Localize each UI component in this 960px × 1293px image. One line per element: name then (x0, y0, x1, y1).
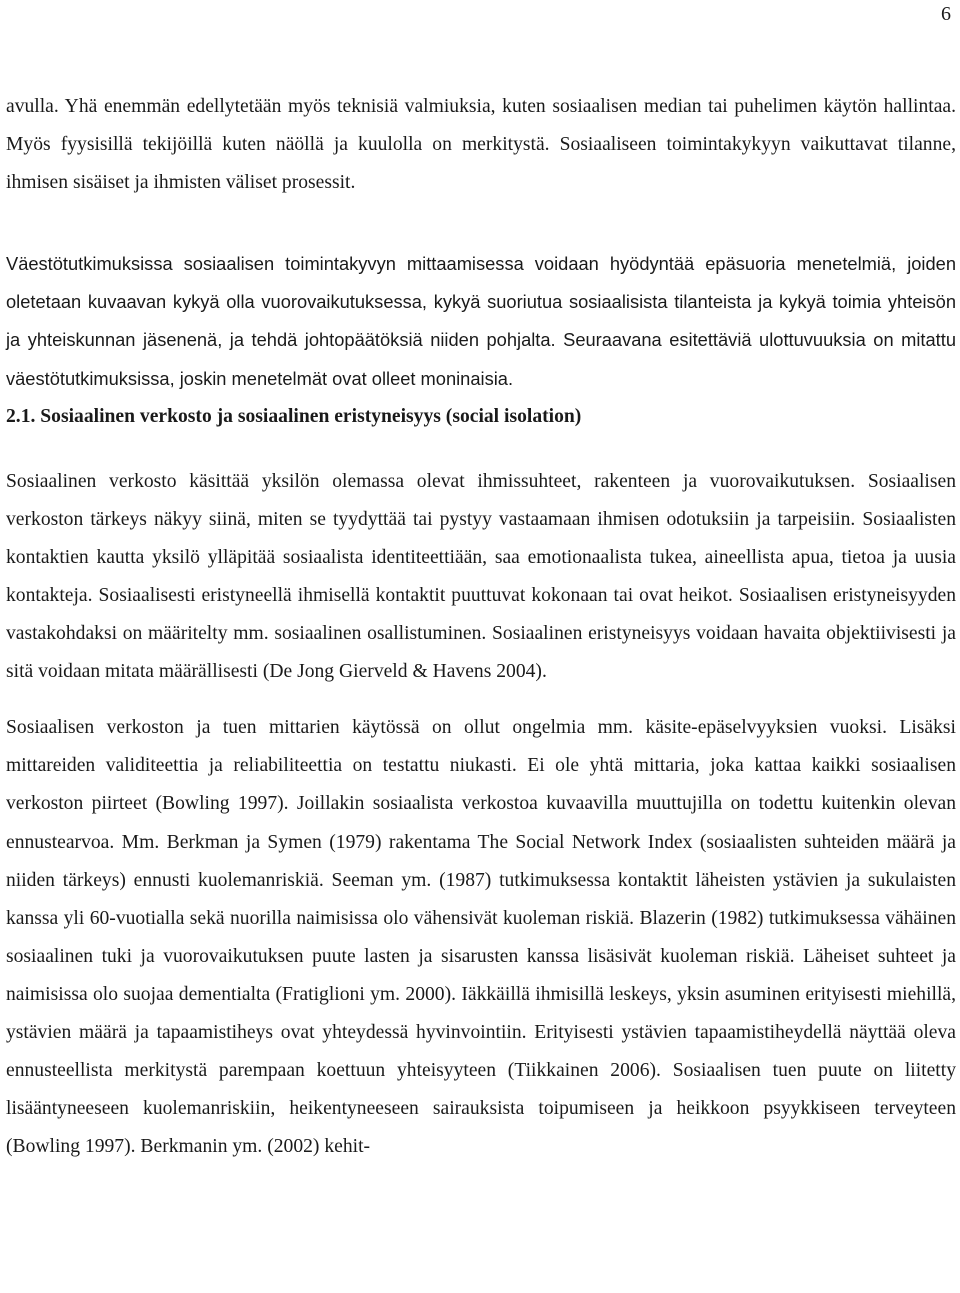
document-body (6, 88, 956, 1166)
intro-paragraph: avulla. Yhä enemmän edellytetään myös teknisiä valmiuksia, kuten sosiaalisen median tai puhelimen käytön hallintaa. Myös fyysisillä tekijöillä kuten näöllä ja kuulolla on merkitystä. Sosiaaliseen toimintakykyyn vaikuttavat tilanne, ihmisen sisäiset ja ihmisten väliset prosessit. (6, 96, 956, 194)
page-number: 6 (941, 3, 951, 25)
population-studies-paragraph: Väestötutkimuksissa sosiaalisen toimintakyvyn mittaamisessa voidaan hyödyntää epäsuoria menetelmiä, joiden oletetaan kuvaavan kykyä olla vuorovaikutuksessa, kykyä suoriutua sosiaalisista tilanteista ja kykyä toimia yhteisön ja yhteiskunnan jäsenenä, ja tehdä johtopäätöksiä niiden pohjalta. Seuraavana esitettäviä ulottuvuuksia on mitattu väestötutkimuksissa, joskin menetelmät ovat olleet moninaisia. (6, 253, 956, 389)
social-network-paragraph: Sosiaalinen verkosto käsittää yksilön olemassa olevat ihmissuhteet, rakenteen ja vuorovaikutuksen. Sosiaalisen verkoston tärkeys näkyy siinä, miten se tyydyttää tai pystyy vastaamaan ihmisen odotuksiin ja tarpeisiin. Sosiaalisten kontaktien kautta yksilö ylläpitää sosiaalista identiteettiään, saa emotionaalista tukea, aineellista apua, tietoa ja uusia kontakteja. Sosiaalisesti eristyneellä ihmisellä kontaktit puuttuvat kokonaan tai ovat heikot. Sosiaalisen eristyneisyyden vastakohdaksi on määritelty mm. sosiaalinen osallistuminen. Sosiaalinen eristyneisyys voidaan havaita objektiivisesti ja sitä voidaan mitata määrällisesti (De Jong Gierveld & Havens 2004). (6, 470, 956, 683)
network-measurement-paragraph: Sosiaalisen verkoston ja tuen mittarien käytössä on ollut ongelmia mm. käsite-epäselvyyksien vuoksi. Lisäksi mittareiden validiteettia ja reliabiliteettia on testattu niukasti. Ei ole yhtä mittaria, joka kattaa kaikki sosiaalisen verkoston piirteet (Bowling 1997). Joillakin sosiaalista verkostoa kuvaavilla muuttujilla on todettu kuitenkin olevan ennustearvoa. Mm. Berkman ja Symen (1979) rakentama The Social Network Index (sosiaalisten suhteiden määrä ja niiden tärkeys) ennusti kuolemanriskiä. Seeman ym. (1987) tutkimuksessa kontaktit läheisten ystävien ja sukulaisten kanssa yli 60-vuotialla sekä nuorilla naimisissa olo vähensivät kuoleman riskiä. Blazerin (1982) tutkimuksessa vähäinen sosiaalinen tuki ja vuorovaikutuksen puute lasten ja sisarusten kanssa lisäsivät kuoleman riskiä. Läheiset suhteet ja naimisissa olo suojaa dementialta (Fratiglioni ym. 2000). Iäkkäillä ihmisillä leskeys, yksin asuminen erityisesti miehillä, ystävien määrä ja tapaamistiheys ovat yhteydessä hyvinvointiin. Erityisesti ystävien tapaamistiheydellä näyttää oleva ennusteellista merkitystä parempaan koettuun yhteisyyteen (Tiikkainen 2006). Sosiaalisen tuen puute on liitetty lisääntyneeseen kuolemanriskiin, heikentyneeseen sairauksista toipumiseen ja heikkoon psyykkiseen terveyteen (Bowling 1997). Berkmanin ym. (2002) kehit- (6, 717, 956, 1158)
section-heading: 2.1. Sosiaalinen verkosto ja sosiaalinen eristyneisyys (social isolation) (6, 405, 582, 427)
